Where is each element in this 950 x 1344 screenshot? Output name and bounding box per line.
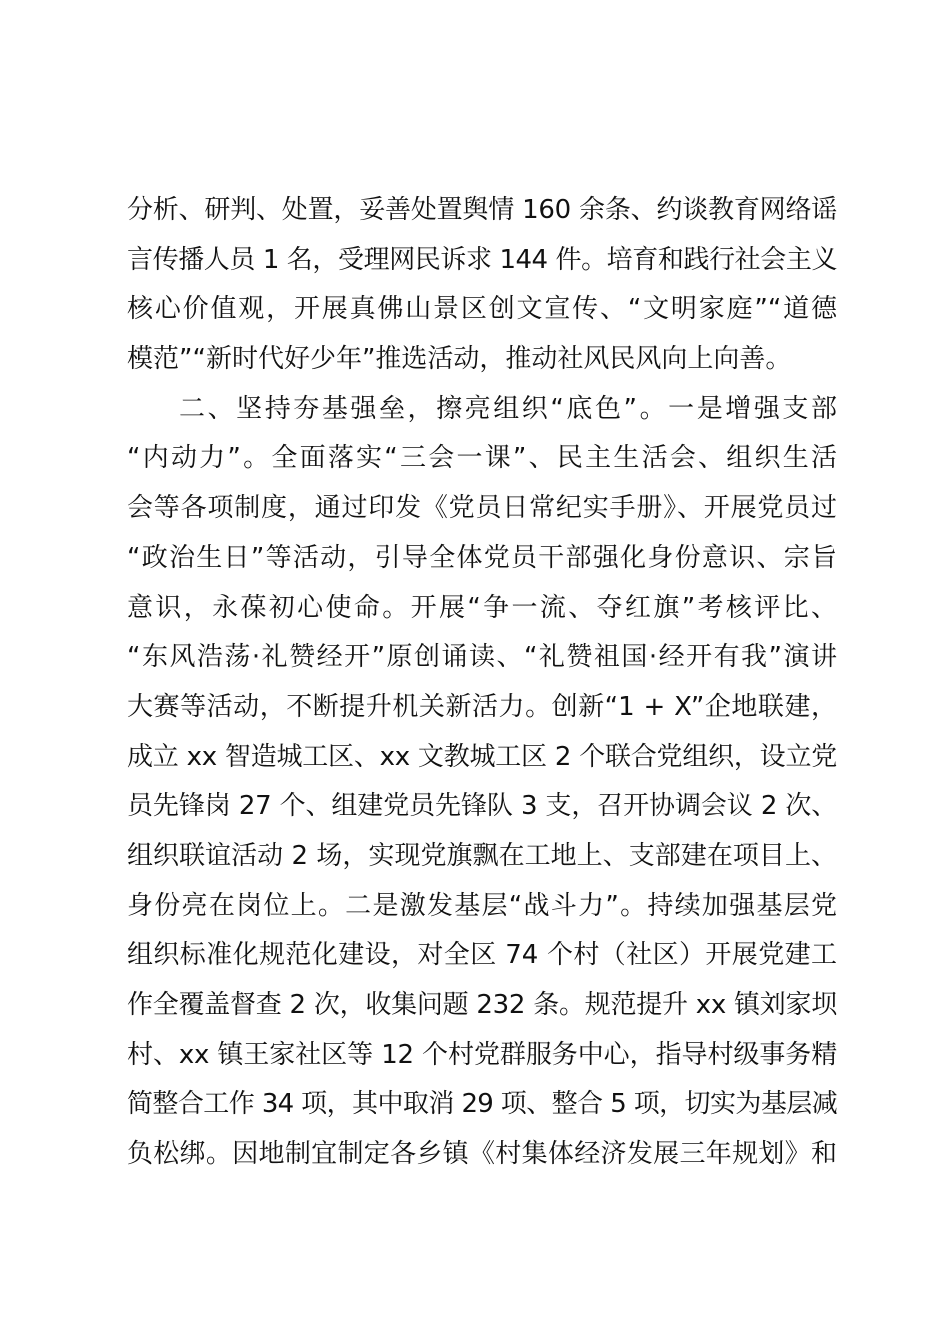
text-line: 作全覆盖督查 2 次，收集问题 232 条。规范提升 xx 镇刘家坝 <box>127 990 838 1020</box>
text-line: 组织联谊活动 2 场，实现党旗飘在工地上、支部建在项目上、 <box>127 840 837 871</box>
text-line: 分析、研判、处置，妥善处置舆情 160 余条、约谈教育网络谣 <box>127 195 837 225</box>
text-line: “内动力”。全面落实“三会一课”、民主生活会、组织生活 <box>127 443 837 474</box>
text-line: 会等各项制度，通过印发《党员日常纪实手册》、开展党员过 <box>127 493 837 524</box>
text-line: 言传播人员 1 名，受理网民诉求 144 件。培育和践行社会主义 <box>127 244 837 275</box>
text-line: 组织标准化规范化建设，对全区 74 个村（社区）开展党建工 <box>127 940 837 971</box>
body-text <box>127 186 837 1180</box>
text-line: 员先锋岗 27 个、组建党员先锋队 3 支，召开协调会议 2 次、 <box>127 791 837 822</box>
text-line: “东风浩荡·礼赞经开”原创诵读、“礼赞祖国·经开有我”演讲 <box>127 642 837 673</box>
text-line: 村、xx 镇王家社区等 12 个村党群服务中心，指导村级事务精 <box>127 1039 837 1070</box>
text-line: 核心价值观，开展真佛山景区创文宣传、“文明家庭”“道德 <box>127 294 837 325</box>
text-line: 模范”“新时代好少年”推选活动，推动社风民风向上向善。 <box>127 344 792 375</box>
text-line: 负松绑。因地制宜制定各乡镇《村集体经济发展三年规划》和 <box>127 1139 837 1170</box>
text-line: 成立 xx 智造城工区、xx 文教城工区 2 个联合党组织，设立党 <box>127 741 837 772</box>
text-line: 身份亮在岗位上。二是激发基层“战斗力”。持续加强基层党 <box>127 890 837 921</box>
text-line: 大赛等活动，不断提升机关新活力。创新“1 + X”企地联建， <box>127 691 837 722</box>
text-line: 意识，永葆初心使命。开展“争一流、夺红旗”考核评比、 <box>127 592 837 623</box>
section-heading-line: 二、坚持夯基强垒，擦亮组织“底色”。一是增强支部 <box>179 393 837 424</box>
text-line: “政治生日”等活动，引导全体党员干部强化身份意识、宗旨 <box>127 542 837 573</box>
text-line: 简整合工作 34 项，其中取消 29 项、整合 5 项，切实为基层减 <box>127 1089 837 1120</box>
